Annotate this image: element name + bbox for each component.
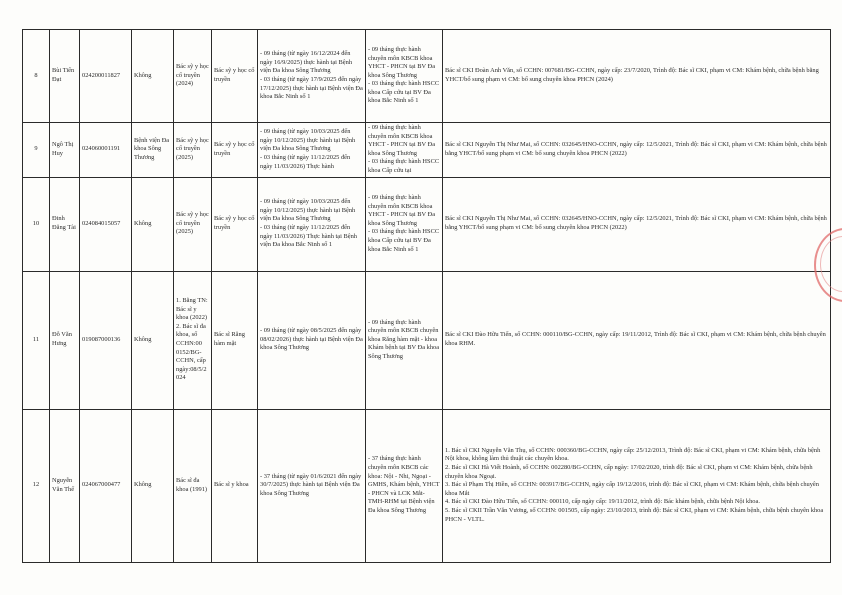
practice-scope: Bác sỹ y học cổ truyền: [212, 30, 258, 123]
practice-period: - 09 tháng (từ ngày 10/03/2025 đến ngày 10/12/2025) thực hành tại Bệnh viện Đa khoa Sông Thương - 03 tháng (từ ngày 11/12/2025 đến ngày 11/03/2026) Thực hành tại Bệnh viện Đa khoa Bắc Ninh số 1: [258, 177, 366, 271]
table-row: [23, 123, 831, 178]
full-name: Đinh Đăng Tài: [50, 177, 80, 271]
supervisor: Bác sĩ CKI Đoàn Anh Văn, số CCHN: 007681/BG-CCHN, ngày cấp: 23/7/2020, Trình độ: Bác sĩ CKI, phạm vi CM: Khám bệnh, chữa bệnh bằng YHCT/bổ sung phạm vi CM: bổ sung chuyên khoa PHCN (2024): [443, 30, 831, 123]
practice-content: - 09 tháng thực hành chuyên môn KBCB khoa YHCT - PHCN tại BV Đa khoa Sông Thương - 03 tháng thực hành HSCC khoa Cấp cứu tại BV Đa khoa Bắc Ninh số 1: [366, 30, 443, 123]
workplace: Không: [132, 271, 174, 409]
row-number: 9: [23, 123, 50, 178]
supervisor: Bác sĩ CKI Đào Hữu Tiến, số CCHN: 000110/BG-CCHN, ngày cấp: 19/11/2012, Trình độ: Bác sĩ CKI, phạm vi CM: Khám bệnh, chữa bệnh chuyên khoa RHM.: [443, 271, 831, 409]
id-number: 024060001191: [80, 123, 132, 178]
row-number: 12: [23, 409, 50, 562]
workplace: Không: [132, 30, 174, 123]
full-name: Bùi Tiến Đạt: [50, 30, 80, 123]
degree: Bác sỹ y học cổ truyền (2025): [174, 123, 212, 178]
workplace: Không: [132, 409, 174, 562]
supervisor: 1. Bác sĩ CKI Nguyễn Văn Thụ, số CCHN: 000360/BG-CCHN, ngày cấp: 25/12/2013, Trình độ: Bác sĩ CKI, phạm vi CM: Khám bệnh, chữa bệnh Nội khoa, không làm thủ thuật các chuyên khoa. 2. Bác sĩ CKI Hà Viết Hoành, số CCHN: 002280/BG-CCHN, cấp ngày: 17/02/2020, trình độ: Bác sĩ CKI, phạm vi CM: Khám bệnh, chữa bệnh chuyên khoa Ngoại. 3. Bác sĩ Phạm Thị Hiền, số CCHN: 003917/BG-CCHN, ngày cấp 19/12/2016, trình độ: Bác sĩ CKI, phạm vi CM: Khám bệnh, chữa bệnh chuyên khoa Mắt 4. Bác sĩ CKI Đào Hữu Tiến, số CCHN: 000110, cấp ngày cấp: 19/11/2012, trình độ: Bác khám bệnh, chữa bệnh Nội khoa. 5. Bác sĩ CKII Trần Văn Vương, số CCHN: 001505, cấp ngày: 23/10/2013, trình độ: Bác sĩ CKI, phạm vi CM: Khám bệnh, chữa bệnh chuyên khoa PHCN - VLTL.: [443, 409, 831, 562]
full-name: Ngô Thị Huy: [50, 123, 80, 178]
practice-content: - 09 tháng thực hành chuyên môn KBCB khoa YHCT - PHCN tại BV Đa khoa Sông Thương - 03 tháng thực hành HSCC khoa Cấp cứu tại BV Đa khoa Bắc Ninh số 1: [366, 177, 443, 271]
full-name: Nguyễn Văn Thế: [50, 409, 80, 562]
table-row: [23, 271, 831, 409]
practice-scope: Bác sỹ y học cổ truyền: [212, 177, 258, 271]
practice-period: - 37 tháng (từ ngày 01/6/2021 đến ngày 30/7/2025) thực hành tại Bệnh viện Đa khoa Sông Thương: [258, 409, 366, 562]
practice-content: - 37 tháng thực hành chuyên môn KBCB các khoa: Nội - Nhi, Ngoại - GMHS, Khám bệnh, YHCT - PHCN và LCK Mắt-TMH-RHM tại Bệnh viện Đa khoa Sông Thương: [366, 409, 443, 562]
red-stamp: [812, 224, 842, 302]
row-number: 10: [23, 177, 50, 271]
practice-scope: Bác sỹ y học cổ truyền: [212, 123, 258, 178]
supervisor: Bác sĩ CKI Nguyễn Thị Như Mai, số CCHN: 032645/HNO-CCHN, ngày cấp: 12/5/2021, Trình độ: Bác sĩ CKI, phạm vi CM: Khám bệnh, chữa bệnh bằng YHCT/bổ sung phạm vi CM: bổ sung chuyên khoa PHCN (2022): [443, 177, 831, 271]
id-number: 019087000136: [80, 271, 132, 409]
full-name: Đỗ Văn Hưng: [50, 271, 80, 409]
table-row: [23, 30, 831, 123]
degree: Bác sỹ y học cổ truyền (2024): [174, 30, 212, 123]
id-number: 024200011827: [80, 30, 132, 123]
workplace: Không: [132, 177, 174, 271]
id-number: 024084015057: [80, 177, 132, 271]
practice-scope: Bác sĩ y khoa: [212, 409, 258, 562]
degree: Bác sĩ đa khoa (1991): [174, 409, 212, 562]
degree: Bác sỹ y học cổ truyền (2025): [174, 177, 212, 271]
practice-period: - 09 tháng (từ ngày 10/03/2025 đến ngày 10/12/2025) thực hành tại Bệnh viện Đa khoa Sông Thương - 03 tháng (từ ngày 11/12/2025 đến ngày 11/03/2026) Thực hành: [258, 123, 366, 178]
row-number: 8: [23, 30, 50, 123]
practice-period: - 09 tháng (từ ngày 16/12/2024 đến ngày 16/9/2025) thực hành tại Bệnh viện Đa khoa Sông Thương - 03 tháng (từ ngày 17/9/2025 đến ngày 17/12/2025) thực hành tại Bệnh viện Đa khoa Bắc Ninh số 1: [258, 30, 366, 123]
practice-period: - 09 tháng (từ ngày 08/5/2025 đến ngày 08/02/2026) thực hành tại Bệnh viện Đa khoa Sông Thương: [258, 271, 366, 409]
practice-content: - 09 tháng thực hành chuyên môn KBCB khoa YHCT - PHCN tại BV Đa khoa Sông Thương - 03 tháng thực hành HSCC khoa Cấp cứu tại: [366, 123, 443, 178]
row-number: 11: [23, 271, 50, 409]
practice-content: - 09 tháng thực hành chuyên môn KBCB chuyên khoa Răng hàm mặt - khoa Khám bệnh tại BV Đa khoa Sông Thương: [366, 271, 443, 409]
table-row: [23, 409, 831, 562]
practice-registration-table: [22, 29, 831, 563]
degree: 1. Bằng TN: Bác sĩ y khoa (2022) 2. Bác sĩ đa khoa, số CCHN:00 0152/BG-CCHN, cấp ngày:08/5/2024: [174, 271, 212, 409]
id-number: 024067000477: [80, 409, 132, 562]
table-row: [23, 177, 831, 271]
workplace: Bệnh viện Đa khoa Sông Thương: [132, 123, 174, 178]
supervisor: Bác sĩ CKI Nguyễn Thị Như Mai, số CCHN: 032645/HNO-CCHN, ngày cấp: 12/5/2021, Trình độ: Bác sĩ CKI, phạm vi CM: Khám bệnh, chữa bệnh bằng YHCT/bổ sung phạm vi CM: bổ sung chuyên khoa PHCN (2022): [443, 123, 831, 178]
practice-scope: Bác sĩ Răng hàm mặt: [212, 271, 258, 409]
